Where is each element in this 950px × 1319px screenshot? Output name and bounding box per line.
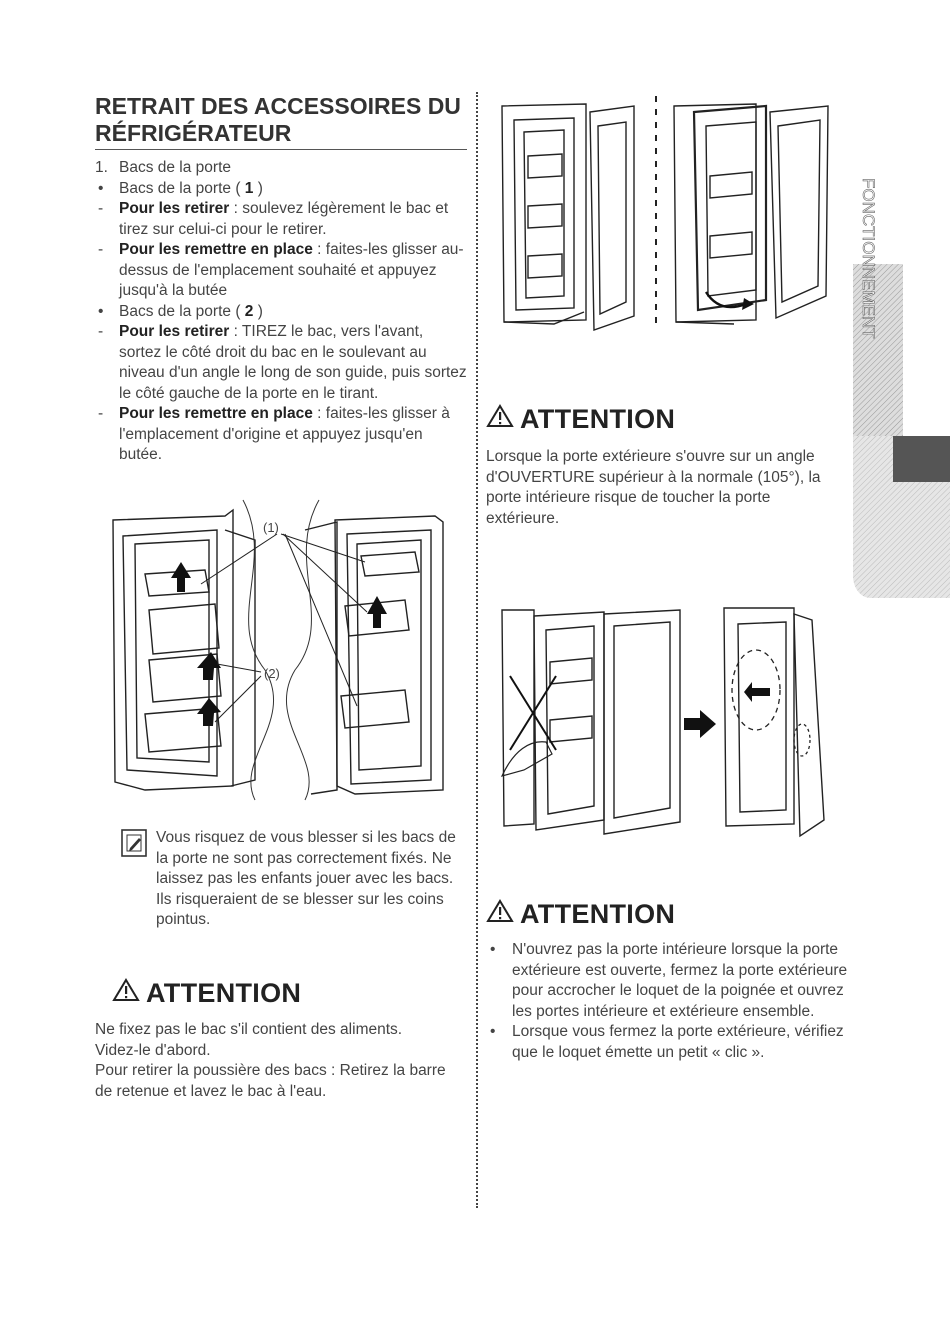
- attention-line: Ne fixez pas le bac s'il contient des aliments.: [95, 1021, 403, 1038]
- list-item: • Lorsque vous fermez la porte extérieure, vérifiez que le loquet émette un petit « clic ».: [490, 1023, 844, 1061]
- attention-heading-left: [112, 978, 301, 1009]
- list-item: [95, 302, 467, 323]
- warning-icon: [112, 978, 140, 1002]
- list-item: [95, 179, 467, 200]
- attention-list-right-2: [486, 940, 854, 1063]
- attention-text-right-1: Lorsque la porte extérieure s'ouvre sur un angle d'OUVERTURE supérieur à la normale (105°), la porte intérieure risque de toucher la porte extérieure.: [486, 448, 821, 527]
- attention-title: ATTENTION: [146, 978, 302, 1008]
- list-item-number: 1: [244, 179, 254, 197]
- dash-marker: -: [98, 323, 104, 340]
- list-item-bold: Pour les remettre en place: [119, 405, 313, 422]
- list-item: [95, 199, 467, 240]
- list-item: • N'ouvrez pas la porte intérieure lorsque la porte extérieure est ouverte, fermez la porte extérieure pour accrocher le loquet de la poignée et ouvrez les portes intérieure et extérieure ensemble.: [490, 941, 848, 1020]
- list-item: [95, 158, 467, 179]
- list-item: [95, 322, 467, 404]
- list-item-text: Bacs de la porte (: [119, 302, 245, 320]
- door-latch-illustration: [494, 600, 839, 840]
- attention-line: Pour retirer la poussière des bacs : Retirez la barre de retenue et lavez le bac à l'eau.: [95, 1062, 446, 1100]
- list-item-tail: ): [253, 302, 263, 320]
- dash-marker: -: [98, 200, 104, 217]
- list-item-text: Bacs de la porte (: [119, 179, 245, 197]
- list-item-text: : soulevez légèrement le bac et tirez sur celui-ci pour le retirer.: [119, 200, 449, 238]
- list-item-text: : faites-les glisser à l'emplacement d'origine et appuyez jusqu'en butée.: [119, 405, 450, 463]
- figure-label-1: (1): [263, 520, 279, 535]
- list-item-number: 2: [244, 302, 254, 320]
- side-tab-block: [853, 436, 950, 598]
- attention-title: ATTENTION: [520, 404, 676, 434]
- attention-line: Videz-le d'abord.: [95, 1041, 211, 1059]
- note-text: Vous risquez de vous blesser si les bacs de la porte ne sont pas correctement fixés. Ne laissez pas les enfants jouer avec les bacs. Ils risqueraient de se blesser sur les coins pointus.: [156, 829, 456, 928]
- list-item-text: : TIREZ le bac, vers l'avant, sortez le côté droit du bac en le soulevant au niveau d'un angle le long de son guide, puis sortez le côté gauche de la porte en le tirant.: [119, 323, 467, 402]
- bullet-icon: •: [490, 941, 496, 958]
- dash-marker: -: [98, 241, 104, 258]
- attention-heading-right-1: [486, 404, 675, 435]
- list-item: [95, 404, 467, 466]
- list-item-bold: Pour les retirer: [119, 200, 230, 217]
- instruction-list: [95, 158, 467, 466]
- list-item: [95, 240, 467, 302]
- bullet-icon: •: [98, 179, 104, 197]
- list-item-bold: Pour les remettre en place: [119, 241, 313, 258]
- door-bins-illustration: [105, 500, 465, 800]
- note-icon: [121, 829, 147, 857]
- list-number: 1.: [95, 159, 108, 176]
- figure-label-2: (2): [264, 666, 280, 681]
- list-item-tail: ): [253, 179, 263, 197]
- list-item-text: Bacs de la porte: [119, 159, 232, 176]
- bullet-icon: •: [98, 302, 104, 320]
- page-title: RETRAIT DES ACCESSOIRES DU RÉFRIGÉRATEUR: [95, 93, 467, 150]
- warning-icon: [486, 404, 514, 428]
- bullet-icon: •: [490, 1023, 496, 1040]
- warning-icon: [486, 899, 514, 923]
- dash-marker: -: [98, 405, 104, 422]
- attention-text-left: [95, 1020, 467, 1102]
- column-divider: [476, 92, 478, 1208]
- side-tab-label: FONCTIONNEMENT: [859, 178, 878, 339]
- attention-title: ATTENTION: [520, 899, 676, 929]
- attention-heading-right-2: [486, 899, 675, 930]
- section-side-tab: [853, 178, 903, 436]
- list-item-bold: Pour les retirer: [119, 323, 230, 340]
- door-opening-illustration: [494, 96, 839, 336]
- list-item-text: : faites-les glisser au-dessus de l'emplacement souhaité et appuyez jusqu'à la butée: [119, 241, 464, 299]
